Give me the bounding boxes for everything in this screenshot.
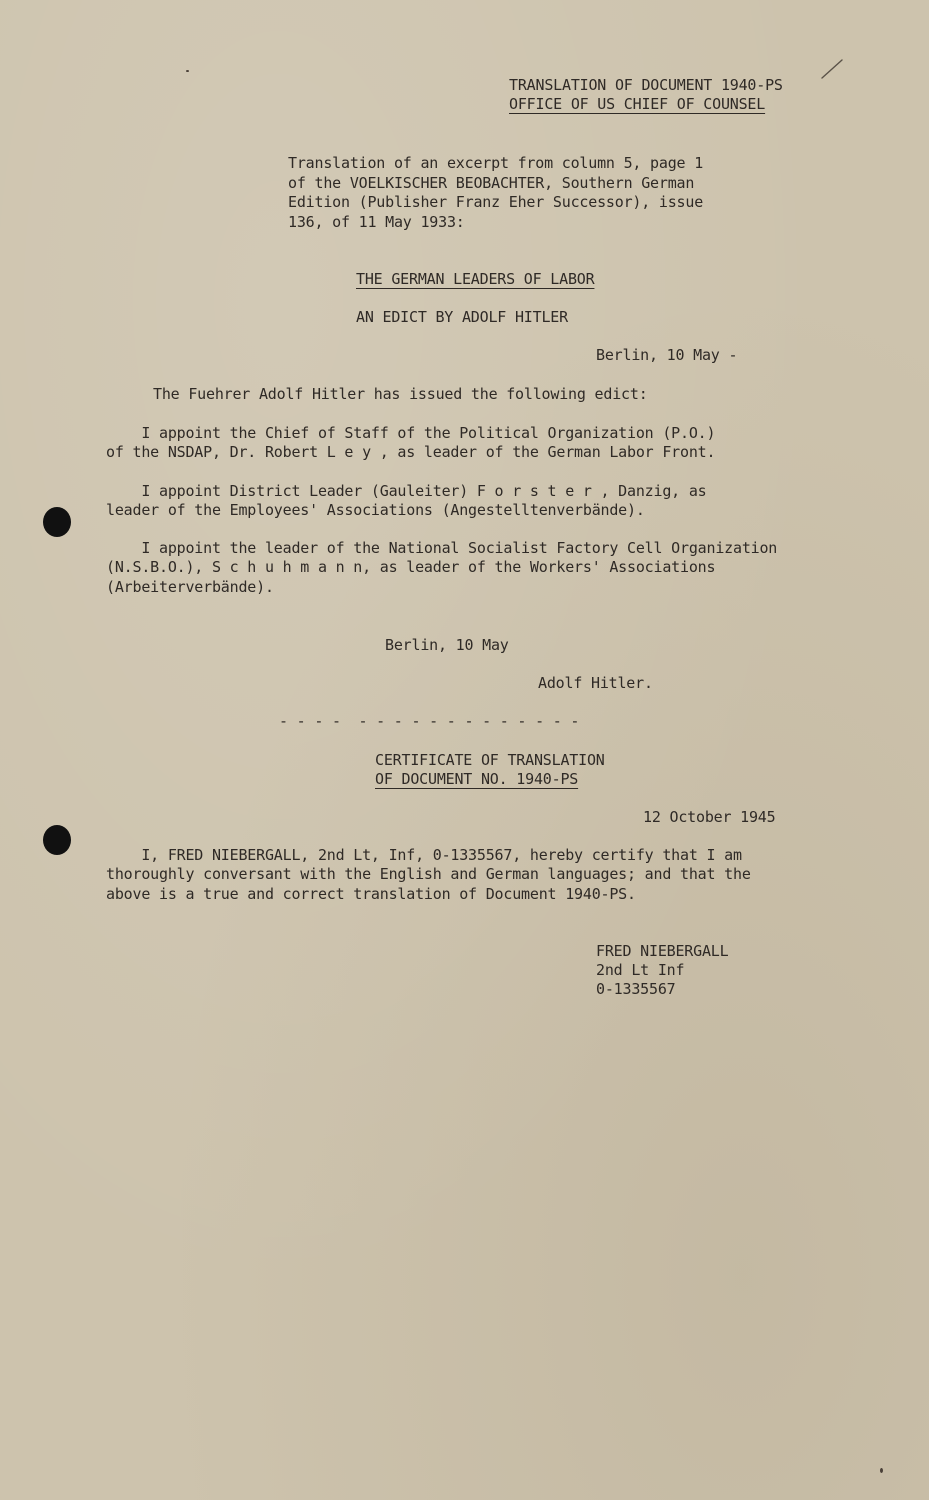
header-line-2: OFFICE OF US CHIEF OF COUNSEL <box>509 95 766 113</box>
intro-line-4: 136, of 11 May 1933: <box>288 213 465 231</box>
dateline-bottom: Berlin, 10 May <box>385 636 509 654</box>
certificate-signature-serial: 0-1335567 <box>596 980 676 998</box>
certificate-signature-rank: 2nd Lt Inf <box>596 961 685 979</box>
intro-line-1: Translation of an excerpt from column 5, page 1 <box>288 154 704 172</box>
certificate-body-line-2: thoroughly conversant with the English and German languages; and that the <box>106 865 751 883</box>
signature-hitler: Adolf Hitler. <box>538 674 653 692</box>
punch-hole-lower <box>43 825 71 855</box>
certificate-title-2: OF DOCUMENT NO. 1940-PS <box>375 770 579 788</box>
subheadline: AN EDICT BY ADOLF HITLER <box>356 308 568 326</box>
intro-line-3: Edition (Publisher Franz Eher Successor), issue <box>288 193 704 211</box>
certificate-body-line-3: above is a true and correct translation of Document 1940-PS. <box>106 885 636 903</box>
dateline-top: Berlin, 10 May - <box>596 346 738 364</box>
certificate-date: 12 October 1945 <box>643 808 776 826</box>
paragraph-3-line-3: (Arbeiterverbände). <box>106 578 274 596</box>
paper-speck <box>186 70 189 72</box>
paragraph-1-line-1: I appoint the Chief of Staff of the Political Organization (P.O.) <box>106 424 716 442</box>
certificate-signature-name: FRED NIEBERGALL <box>596 942 729 960</box>
punch-hole-upper <box>43 507 71 537</box>
paragraph-intro: The Fuehrer Adolf Hitler has issued the following edict: <box>153 385 648 403</box>
paragraph-2-line-1: I appoint District Leader (Gauleiter) F o r s t e r , Danzig, as <box>106 482 707 500</box>
check-mark-icon <box>820 58 844 80</box>
paper-speck <box>880 1468 883 1473</box>
header-line-1: TRANSLATION OF DOCUMENT 1940-PS <box>509 76 783 94</box>
certificate-title-1: CERTIFICATE OF TRANSLATION <box>375 751 605 769</box>
paragraph-3-line-1: I appoint the leader of the National Socialist Factory Cell Organization <box>106 539 778 557</box>
paragraph-2-line-2: leader of the Employees' Associations (Angestelltenverbände). <box>106 501 645 519</box>
headline: THE GERMAN LEADERS OF LABOR <box>356 270 595 288</box>
certificate-body-line-1: I, FRED NIEBERGALL, 2nd Lt, Inf, 0-1335567, hereby certify that I am <box>106 846 742 864</box>
intro-line-2: of the VOELKISCHER BEOBACHTER, Southern German <box>288 174 695 192</box>
separator-line: - - - - - - - - - - - - - - - - - <box>279 712 580 730</box>
paragraph-1-line-2: of the NSDAP, Dr. Robert L e y , as leader of the German Labor Front. <box>106 443 716 461</box>
paragraph-3-line-2: (N.S.B.O.), S c h u h m a n n, as leader of the Workers' Associations <box>106 558 716 576</box>
